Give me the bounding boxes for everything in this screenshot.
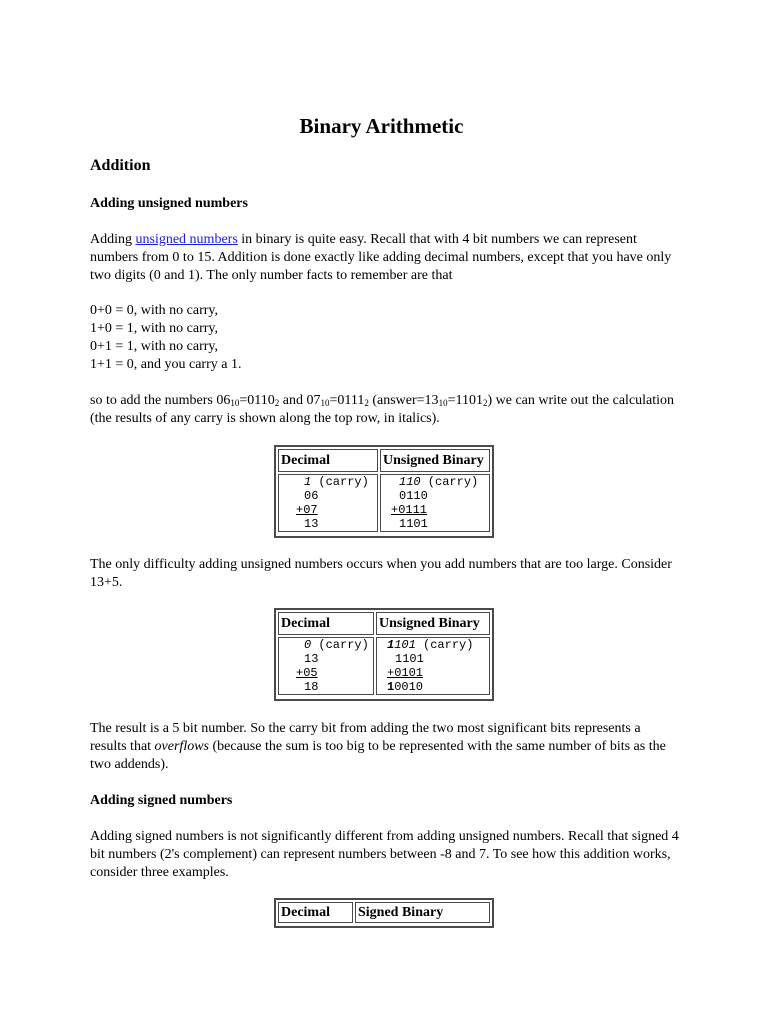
carry-digit: 101 [394,638,416,652]
paragraph-overflow-intro: The only difficulty adding unsigned numbers occurs when you add numbers that are too large. Consider 13+5. [90,557,672,590]
addition-table-2 [274,608,494,701]
number-fact: 1+1 = 0, and you carry a 1. [90,357,242,372]
table-cell-binary [376,637,490,695]
table-cell-decimal [278,637,374,695]
sum: 13 [304,517,319,531]
example-text: =1101 [447,393,483,408]
addend-a: 1101 [395,652,424,666]
section-heading-addition: Addition [90,157,151,174]
example-text: ) we can write out the calculation (the results of any carry is shown along the top row, in italics). [90,393,675,426]
overflows-term: overflows [154,739,209,754]
example-text: (answer=13 [368,393,439,408]
addend-b: +07 [296,503,318,517]
carry-label: (carry) [415,638,474,652]
carry-digit: 1 [304,475,312,489]
paragraph-intro [90,231,680,285]
table-header-unsigned-binary: Unsigned Binary [376,612,490,635]
carry-overflow-digit: 1 [387,638,395,652]
page-title: Binary Arithmetic [299,114,464,138]
signed-addition-table [274,898,494,928]
carry-label: (carry) [420,475,479,489]
example-text: =0111 [329,393,365,408]
example-text: =0110 [239,393,275,408]
carry-label: (carry) [311,475,369,489]
subscript: 10 [320,398,330,408]
addend-a: 0110 [399,489,428,503]
table-cell-decimal [278,474,378,532]
sum: 1101 [399,517,428,531]
sum: 0010 [394,680,424,694]
addend-a: 13 [304,652,319,666]
table-header-decimal: Decimal [278,612,374,635]
number-facts-list [90,302,680,374]
addend-a: 06 [304,489,319,503]
number-fact: 0+0 = 0, with no carry, [90,303,219,318]
addition-table-1 [274,445,494,538]
carry-label: (carry) [311,638,369,652]
addend-b: +0111 [391,503,428,517]
carry-digit: 110 [399,475,421,489]
paragraph-example [90,392,680,428]
table-header-signed-binary: Signed Binary [355,902,490,923]
overflow-text: The result is a 5 bit number. So the carry bit from adding the two most significant bits represents a results that [90,721,641,754]
example-text: so to add the numbers 06 [90,393,231,408]
table-header-decimal: Decimal [278,449,378,472]
subscript: 2 [482,398,488,408]
subheading-unsigned: Adding unsigned numbers [90,196,248,211]
overflow-text: (because the sum is too big to be represented with the same number of bits as the two addends). [90,739,666,772]
table-cell-binary [380,474,490,532]
overflow-bit: 1 [387,680,395,694]
table-header-unsigned-binary: Unsigned Binary [380,449,490,472]
number-fact: 0+1 = 1, with no carry, [90,339,219,354]
subscript: 10 [438,398,448,408]
paragraph-overflow [90,720,680,774]
sum: 18 [304,680,319,694]
addend-b: +05 [296,666,318,680]
subscript: 2 [364,398,369,408]
intro-text-start: Adding [90,232,136,247]
subheading-signed: Adding signed numbers [90,793,233,808]
carry-digit: 0 [304,638,312,652]
table-header-decimal: Decimal [278,902,353,923]
paragraph-signed: Adding signed numbers is not significantly different from adding unsigned numbers. Recall that signed 4 bit numbers (2's complement) can represent numbers between -8 and 7. To see how this addition works, consider three examples. [90,829,679,880]
subscript: 10 [230,398,240,408]
example-text: and 07 [279,393,321,408]
unsigned-numbers-link[interactable]: unsigned numbers [135,232,238,247]
subscript: 2 [274,398,280,408]
number-fact: 1+0 = 1, with no carry, [90,321,219,336]
addend-b: +0101 [387,666,424,680]
intro-text-end: in binary is quite easy. Recall that with 4 bit numbers we can represent numbers from 0 to 15. Addition is done exactly like adding decimal numbers, except that you have only two digits (0 and 1). The only number facts to remember are that [90,232,672,283]
